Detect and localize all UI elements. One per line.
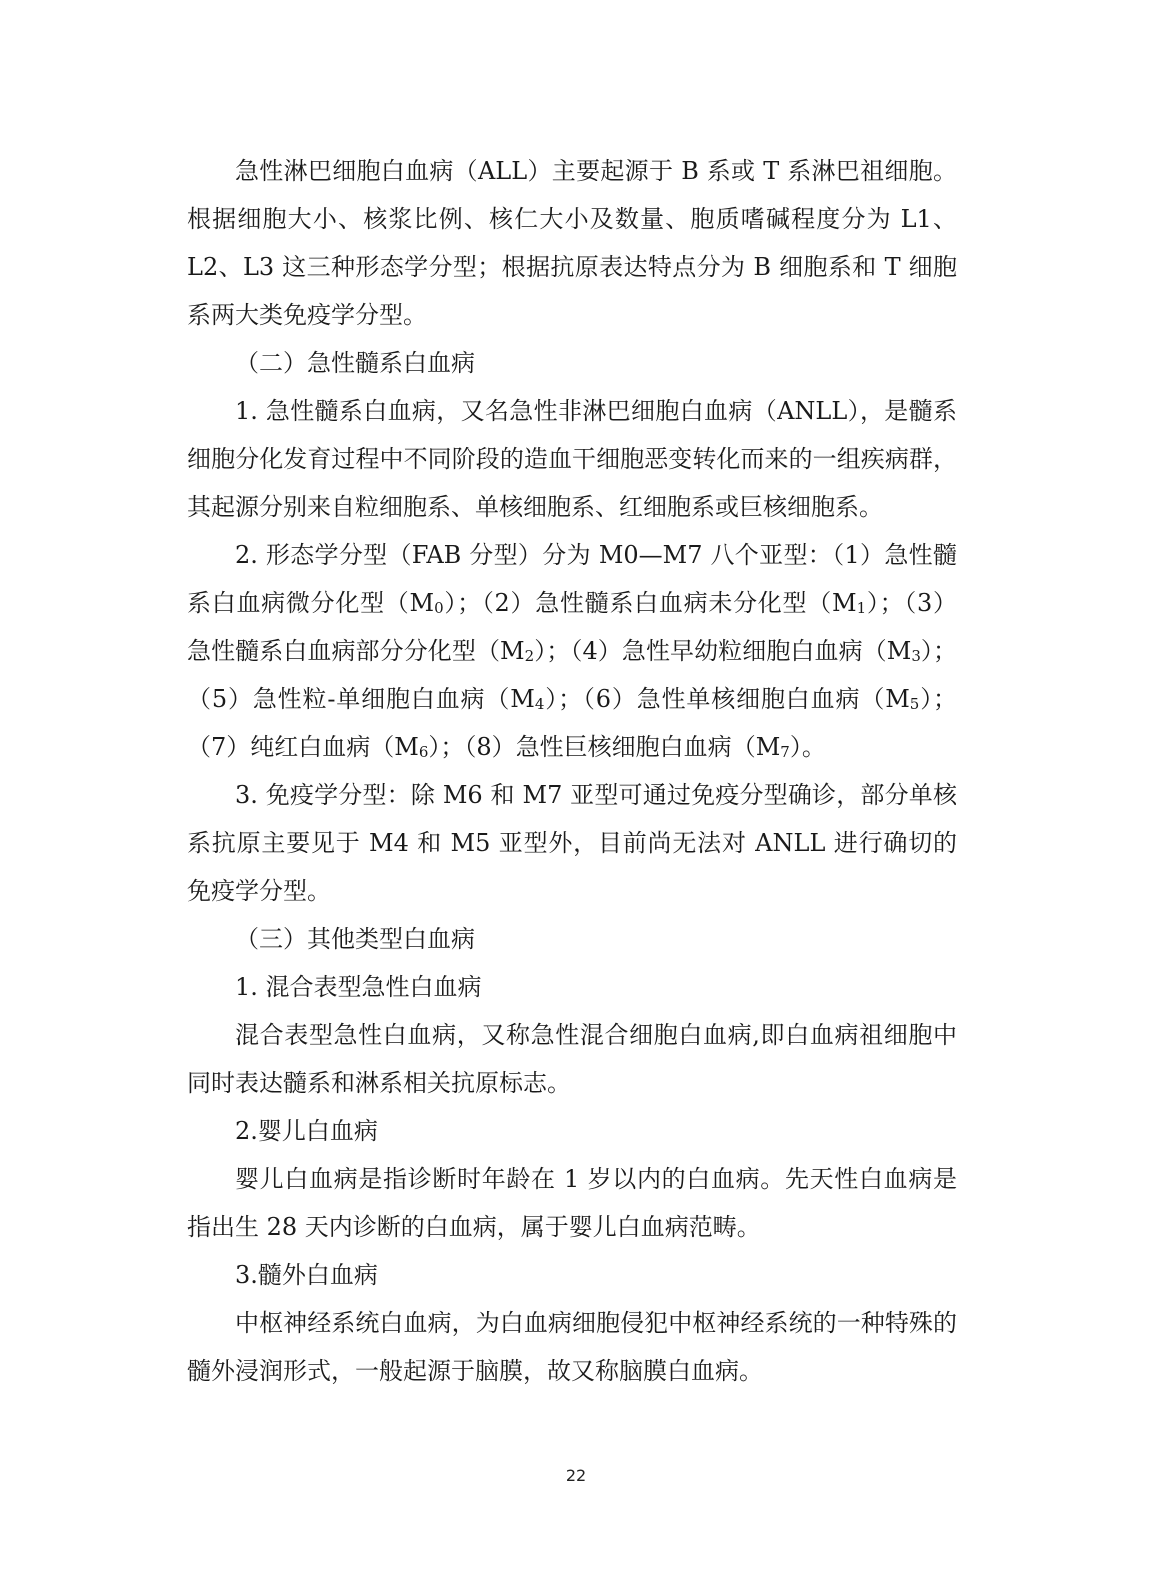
fab-subtype-item: （8）急性巨核细胞白血病$(M_7)$。 xyxy=(464,733,826,761)
document-body xyxy=(187,147,957,1395)
paragraph-aml-definition: 1. 急性髓系白血病，又名急性非淋巴细胞白血病（ANLL），是髓系细胞分化发育过程中不同阶段的造血干细胞恶变转化而来的一组疾病群，其起源分别来自粒细胞系、单核细胞系、红细胞系或巨核细胞系。 xyxy=(187,397,957,521)
paragraph-cns-leukemia: 中枢神经系统白血病，为白血病细胞侵犯中枢神经系统的一种特殊的髓外浸润形式，一般起源于脑膜，故又称脑膜白血病。 xyxy=(187,1309,957,1385)
paragraph-mixed-phenotype: 混合表型急性白血病，又称急性混合细胞白血病,即白血病祖细胞中同时表达髓系和淋系相关抗原标志。 xyxy=(187,1021,957,1097)
paragraph-infant-leukemia: 婴儿白血病是指诊断时年龄在 1 岁以内的白血病。先天性白血病是指出生 28 天内诊断的白血病，属于婴儿白血病范畴。 xyxy=(187,1165,957,1241)
fab-intro: 2. 形态学分型（FAB 分型）分为 M0—M7 八个亚型： xyxy=(235,541,833,569)
fab-subtype-item: （7）纯红白血病$(M_6)$； xyxy=(187,733,465,761)
subheading-mixed-phenotype: 1. 混合表型急性白血病 xyxy=(235,973,482,1001)
paragraph-all-classification: 急性淋巴细胞白血病（ALL）主要起源于 B 系或 T 系淋巴祖细胞。根据细胞大小、核浆比例、核仁大小及数量、胞质嗜碱程度分为 L1、L2、L3 这三种形态学分型；根据抗原表达特点分为 B 细胞系和 T 细胞系两大类免疫学分型。 xyxy=(187,157,957,329)
fab-subtype-item: （5）急性粒-单细胞白血病$(M_4)$； xyxy=(187,685,583,713)
subheading-extramedullary: 3.髓外白血病 xyxy=(235,1261,378,1289)
fab-subtype-item: （1）急性髓系白血病微分化型$(M_0)$； xyxy=(187,541,958,617)
paragraph-fab-classification xyxy=(187,531,957,771)
paragraph-immunophenotyping: 3. 免疫学分型：除 M6 和 M7 亚型可通过免疫分型确诊，部分单核系抗原主要见于 M4 和 M5 亚型外，目前尚无法对 ANLL 进行确切的免疫学分型。 xyxy=(187,781,957,905)
section-heading-aml: （二）急性髓系白血病 xyxy=(235,349,475,377)
subheading-infant-leukemia: 2.婴儿白血病 xyxy=(235,1117,378,1145)
fab-subtype-item: （4）急性早幼粒细胞白血病$(M_3)$； xyxy=(570,637,958,665)
fab-subtype-item: （3）急性髓系白血病部分分化型$(M_2)$； xyxy=(187,589,958,665)
section-heading-other-types: （三）其他类型白血病 xyxy=(235,925,475,953)
fab-subtype-item: （2）急性髓系白血病未分化型$(M_1)$； xyxy=(481,589,904,617)
fab-subtype-item: （6）急性单核细胞白血病$(M_5)$； xyxy=(582,685,958,713)
page-number: 22 xyxy=(565,1466,587,1485)
